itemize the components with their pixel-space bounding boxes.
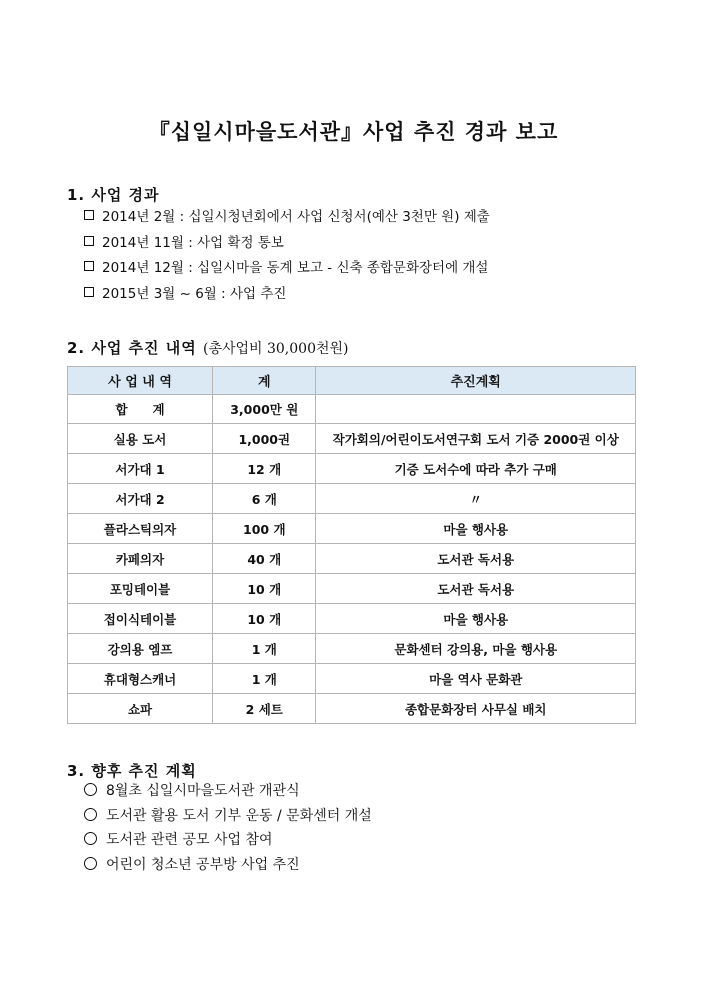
table-cell: 마을 역사 문화관 [316, 664, 636, 694]
table-cell: 2 세트 [213, 694, 316, 724]
list-item [84, 256, 490, 282]
table-cell: 서가대 2 [68, 484, 213, 514]
table-cell: 〃 [316, 484, 636, 514]
table-cell: 1,000권 [213, 424, 316, 454]
table-row [68, 454, 636, 484]
table-row [68, 544, 636, 574]
list-item [84, 205, 490, 231]
table-cell: 플라스틱의자 [68, 514, 213, 544]
table-cell: 휴대형스캐너 [68, 664, 213, 694]
list-item [84, 231, 490, 257]
table-cell: 도서관 독서용 [316, 544, 636, 574]
checkbox-bullet-icon [84, 210, 94, 220]
list-item-text: 2014년 11월 : 사업 확정 통보 [102, 234, 284, 251]
list-item-text: 2014년 2월 : 십일시청년회에서 사업 신청서(예산 3천만 원) 제출 [102, 209, 490, 225]
table-cell: 포밍테이블 [68, 574, 213, 604]
table-cell: 쇼파 [68, 694, 213, 724]
checkbox-bullet-icon [84, 236, 94, 246]
table-cell: 종합문화장터 사무실 배치 [316, 694, 636, 724]
table-cell: 마을 행사용 [316, 514, 636, 544]
table-cell: 12 개 [213, 454, 316, 484]
section-heading-progress: 1. 사업 경과 [67, 186, 160, 204]
budget-table [67, 366, 636, 724]
table-cell: 카페의자 [68, 544, 213, 574]
table-row [68, 604, 636, 634]
circle-bullet-icon [84, 808, 97, 821]
table-cell: 실용 도서 [68, 424, 213, 454]
table-row [68, 514, 636, 544]
table-cell: 작가회의/어린이도서연구회 도서 기증 2000권 이상 [316, 424, 636, 454]
table-cell: 1 개 [213, 664, 316, 694]
table-cell [316, 395, 636, 424]
section-heading-text: 2. 사업 추진 내역 [67, 339, 197, 357]
table-row [68, 634, 636, 664]
table-row [68, 574, 636, 604]
list-item [84, 853, 372, 878]
table-cell: 도서관 독서용 [316, 574, 636, 604]
table-cell: 기증 도서수에 따라 추가 구매 [316, 454, 636, 484]
list-item-text: 도서관 관련 공모 사업 참여 [106, 832, 273, 848]
list-item [84, 804, 372, 829]
page-title: 『십일시마을도서관』사업 추진 경과 보고 [148, 120, 559, 144]
column-header-item: 사 업 내 역 [68, 367, 213, 395]
circle-bullet-icon [84, 857, 97, 870]
list-item [84, 779, 372, 804]
progress-list [84, 205, 490, 307]
table-cell: 40 개 [213, 544, 316, 574]
list-item-text: 어린이 청소년 공부방 사업 추진 [106, 856, 300, 873]
list-item-text: 도서관 활용 도서 기부 운동 / 문화센터 개설 [106, 807, 372, 824]
table-cell: 서가대 1 [68, 454, 213, 484]
table-row [68, 484, 636, 514]
table-cell: 문화센터 강의용, 마을 행사용 [316, 634, 636, 664]
table-row [68, 694, 636, 724]
table-cell: 접이식테이블 [68, 604, 213, 634]
table-cell: 합 계 [68, 395, 213, 424]
circle-bullet-icon [84, 783, 97, 796]
section-heading-plan: 3. 향후 추진 계획 [67, 762, 197, 780]
table-header-row [68, 367, 636, 395]
column-header-plan: 추진계획 [316, 367, 636, 395]
table-cell: 10 개 [213, 604, 316, 634]
circle-bullet-icon [84, 832, 97, 845]
checkbox-bullet-icon [84, 261, 94, 271]
total-budget-note: (총사업비 30,000천원) [202, 341, 349, 357]
future-plan-list [84, 779, 372, 877]
list-item [84, 282, 490, 308]
list-item-text: 2014년 12월 : 십일시마을 동계 보고 - 신축 종합문화장터에 개설 [102, 260, 489, 276]
checkbox-bullet-icon [84, 287, 94, 297]
section-heading-details [67, 337, 349, 358]
table-cell: 강의용 엠프 [68, 634, 213, 664]
list-item-text: 2015년 3월 ~ 6월 : 사업 추진 [102, 285, 287, 302]
table-cell: 10 개 [213, 574, 316, 604]
table-row [68, 664, 636, 694]
column-header-total: 계 [213, 367, 316, 395]
list-item [84, 828, 372, 853]
table-cell: 1 개 [213, 634, 316, 664]
table-row [68, 395, 636, 424]
table-cell: 6 개 [213, 484, 316, 514]
table-cell: 마을 행사용 [316, 604, 636, 634]
table-cell: 3,000만 원 [213, 395, 316, 424]
table-cell: 100 개 [213, 514, 316, 544]
list-item-text: 8월초 십일시마을도서관 개관식 [106, 783, 300, 799]
table-row [68, 424, 636, 454]
